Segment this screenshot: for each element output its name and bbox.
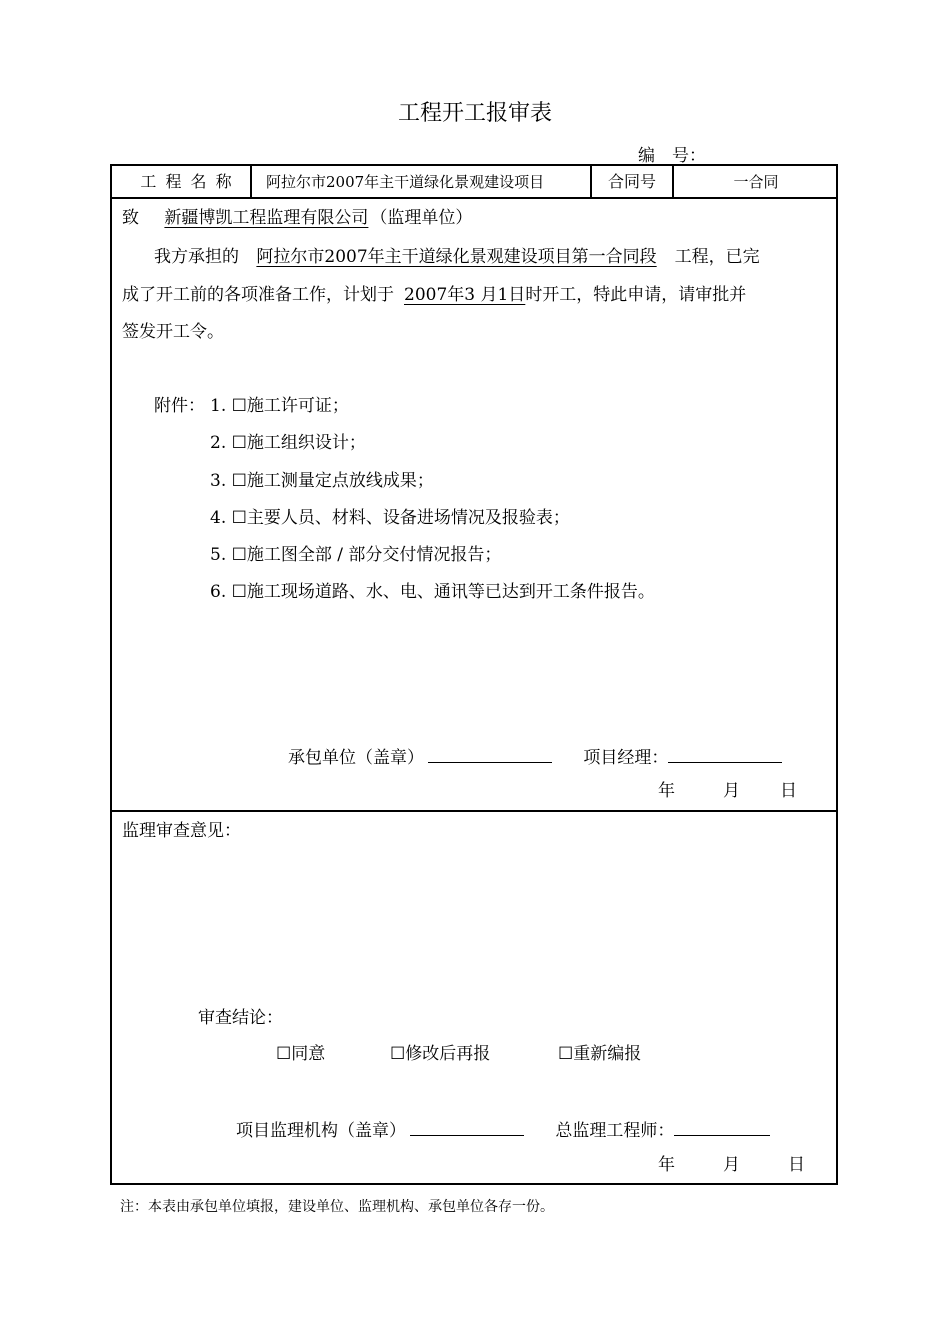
project-manager-label: 项目经理：	[583, 748, 669, 768]
contractor-signature-line	[288, 744, 782, 769]
supervision-opinion-label: 监理审查意见：	[122, 821, 241, 841]
project-full-name: 阿拉尔市2007年主干道绿化景观建设项目第一合同段	[256, 247, 657, 267]
body-line-3: 签发开工令。	[122, 322, 224, 342]
chief-engineer-label: 总监理工程师：	[555, 1121, 675, 1141]
serial-number-label: 编 号：	[638, 146, 706, 166]
project-manager-blank	[668, 744, 782, 763]
attachment-item: 5. ☐施工图全部 / 部分交付情况报告；	[210, 545, 502, 565]
form-title: 工程开工报审表	[397, 101, 552, 126]
supervision-signature-line	[236, 1117, 770, 1142]
attachment-item: 4. ☐主要人员、材料、设备进场情况及报验表；	[210, 508, 570, 528]
footnote: 注：本表由承包单位填报，建设单位、监理机构、承包单位各存一份。	[120, 1199, 554, 1215]
planned-start-date: 2007年3 月1日	[404, 285, 526, 305]
project-name-value: 阿拉尔市2007年主干道绿化景观建设项目	[266, 173, 545, 191]
body-line1-suffix: 工程，已完	[674, 247, 760, 267]
divider	[250, 166, 252, 198]
attachment-item: 3. ☐施工测量定点放线成果；	[210, 471, 434, 491]
addressee-line	[122, 207, 472, 229]
body-line1-prefix: 我方承担的	[154, 247, 239, 267]
contract-value: 一合同	[733, 173, 779, 191]
supervision-date: 年 月 日	[658, 1155, 805, 1175]
contractor-seal-blank	[428, 744, 552, 763]
body-line-1	[154, 246, 760, 268]
project-name-label: 工 程 名 称	[140, 172, 234, 191]
addressee-prefix: 致	[122, 208, 139, 228]
attachment-item: 2. ☐施工组织设计；	[210, 433, 366, 453]
body-line2-suffix: 时开工，特此申请，请审批并	[525, 285, 747, 305]
body-line-2	[122, 284, 746, 306]
attachments-label: 附件：	[154, 396, 205, 416]
supervision-org-label: 项目监理机构（盖章）	[236, 1121, 406, 1141]
supervision-seal-blank	[410, 1117, 524, 1136]
conclusion-label: 审查结论：	[198, 1008, 283, 1028]
body-line2-prefix: 成了开工前的各项准备工作，计划于	[122, 285, 394, 305]
attachment-item: 1. ☐施工许可证；	[210, 396, 349, 416]
supervision-org: 新疆博凯工程监理有限公司	[164, 208, 369, 228]
contractor-date: 年 月 日	[658, 781, 797, 801]
conclusion-option-revise[interactable]: ☐修改后再报	[390, 1044, 491, 1064]
header-divider	[112, 197, 836, 199]
form-frame	[110, 164, 838, 1185]
contractor-unit-label: 承包单位（盖章）	[288, 748, 424, 768]
chief-engineer-blank	[674, 1117, 770, 1136]
conclusion-option-agree[interactable]: ☐同意	[276, 1044, 326, 1064]
contract-label: 合同号	[607, 172, 656, 191]
addressee-suffix: （监理单位）	[370, 208, 473, 228]
attachment-item: 6. ☐施工现场道路、水、电、通讯等已达到开工条件报告。	[210, 582, 655, 602]
section-divider	[112, 810, 836, 812]
conclusion-option-resubmit[interactable]: ☐重新编报	[558, 1044, 642, 1064]
